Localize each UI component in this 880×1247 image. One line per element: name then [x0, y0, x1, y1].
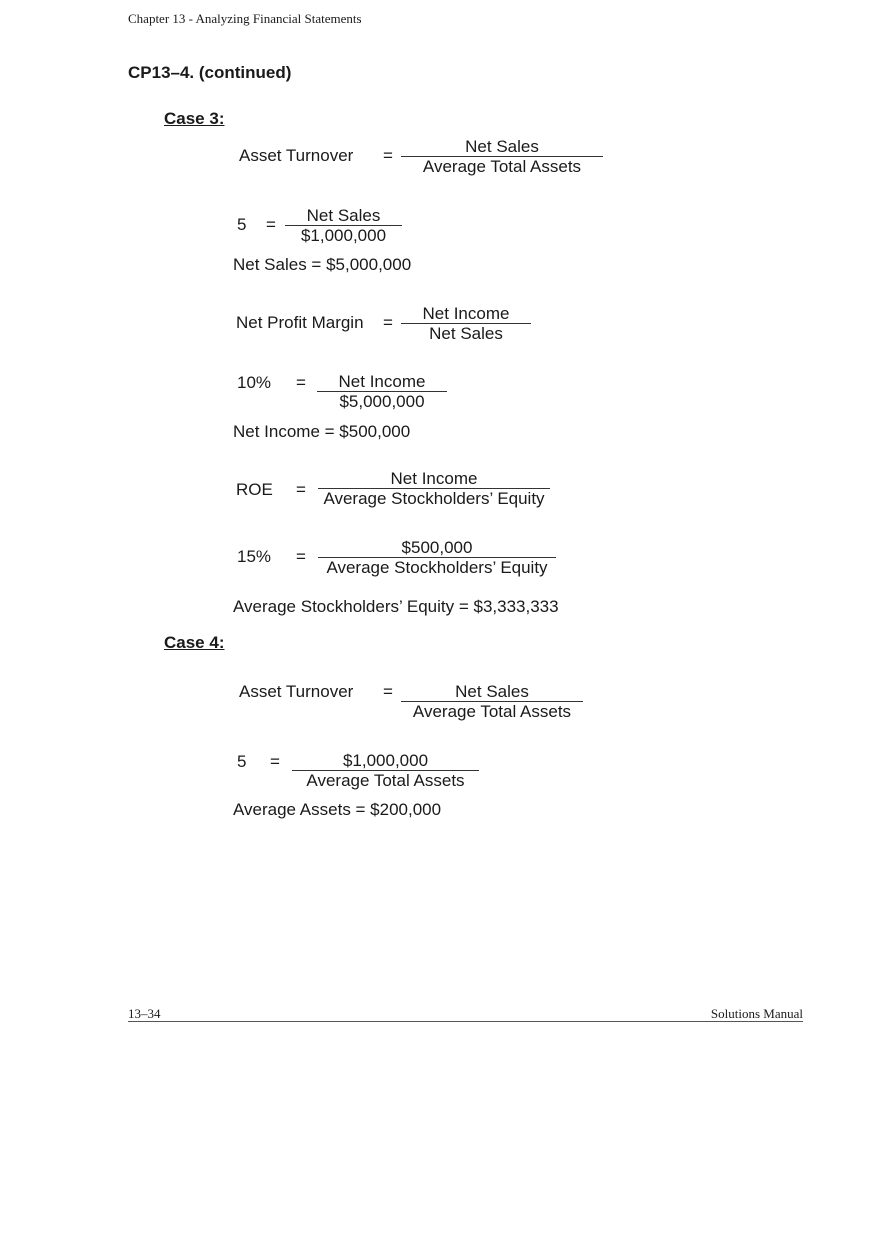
fraction [317, 372, 447, 412]
footer-rule [128, 1021, 803, 1022]
chapter-header: Chapter 13 - Analyzing Financial Statements [128, 11, 362, 26]
denominator: Average Stockholders’ Equity [323, 489, 545, 508]
denominator: Average Total Assets [422, 157, 582, 176]
asset-turnover-label: Asset Turnover [239, 682, 354, 701]
result-stockholders-equity: Average Stockholders’ Equity = $3,333,333 [233, 597, 559, 616]
fraction [401, 682, 583, 722]
equals-sign: = [383, 146, 393, 165]
numerator: Net Sales [401, 137, 603, 157]
fraction [318, 469, 550, 509]
result-net-income: Net Income = $500,000 [233, 422, 411, 441]
fraction [401, 137, 603, 177]
roe-label: ROE [236, 480, 273, 499]
result-net-sales: Net Sales = $5,000,000 [233, 255, 412, 274]
lhs-value: 5 [237, 752, 247, 771]
net-profit-margin-label: Net Profit Margin [236, 313, 364, 332]
denominator: Average Total Assets [412, 702, 572, 721]
equals-sign: = [296, 373, 306, 392]
page-number: 13–34 [128, 1006, 161, 1021]
fraction [292, 751, 479, 791]
numerator: Net Income [318, 469, 550, 489]
case-4-heading: Case 4: [164, 633, 225, 652]
numerator: Net Income [401, 304, 531, 324]
numerator: Net Sales [285, 206, 402, 226]
equals-sign: = [383, 313, 393, 332]
fraction [285, 206, 402, 246]
equals-sign: = [383, 682, 393, 701]
equals-sign: = [270, 752, 280, 771]
denominator: Net Sales [429, 324, 503, 343]
numerator: $500,000 [318, 538, 556, 558]
denominator: $5,000,000 [339, 392, 425, 411]
denominator: Average Stockholders’ Equity [326, 558, 548, 577]
equals-sign: = [296, 480, 306, 499]
lhs-value: 10% [237, 373, 272, 392]
page-title: CP13–4. (continued) [128, 63, 292, 82]
case-3-heading: Case 3: [164, 109, 225, 128]
book-title: Solutions Manual [710, 1006, 803, 1021]
lhs-value: 15% [237, 547, 272, 566]
numerator: Net Income [317, 372, 447, 392]
equals-sign: = [266, 215, 276, 234]
lhs-value: 5 [237, 215, 247, 234]
numerator: Net Sales [401, 682, 583, 702]
result-average-assets: Average Assets = $200,000 [233, 800, 442, 819]
fraction [401, 304, 531, 344]
asset-turnover-label: Asset Turnover [239, 146, 354, 165]
denominator: Average Total Assets [306, 771, 465, 790]
denominator: $1,000,000 [300, 226, 387, 245]
fraction [318, 538, 556, 578]
numerator: $1,000,000 [292, 751, 479, 771]
equals-sign: = [296, 547, 306, 566]
